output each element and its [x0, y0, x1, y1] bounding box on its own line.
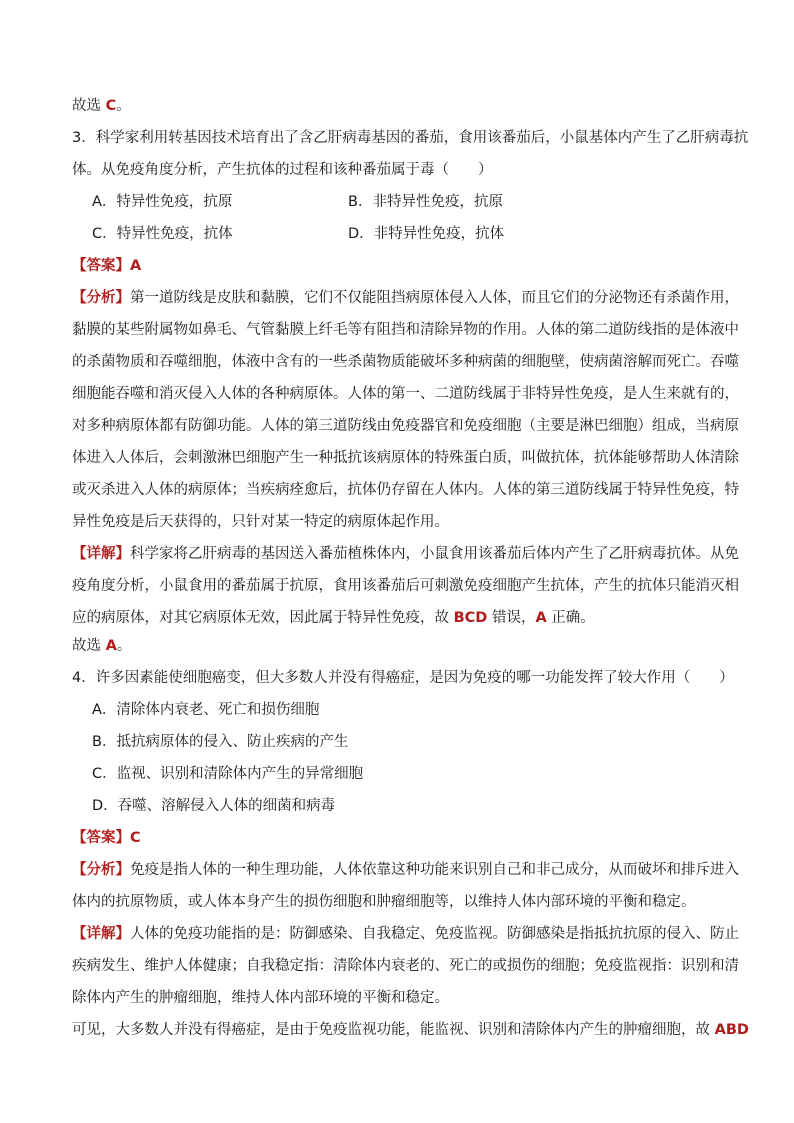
q4-number: 4．	[72, 670, 96, 686]
q4-detail-line-2: 疾病发生、维护人体健康；自我稳定指：清除体内衰老的、死亡的或损伤的细胞；免疫监视指：识别和清	[72, 958, 739, 974]
q3-option-d: D．非特异性免疫，抗体	[348, 226, 505, 242]
q4-option-c: C．监视、识别和清除体内产生的异常细胞	[92, 766, 364, 782]
q4-option-a: A．清除体内衰老、死亡和损伤细胞	[92, 702, 320, 718]
q4-detail-line-1: 【详解】人体的免疫功能指的是：防御感染、自我稳定、免疫监视。防御感染是指抵抗抗原的侵入、防止	[72, 926, 739, 942]
q3-options-row-1	[72, 192, 720, 212]
q3-answer	[72, 256, 720, 276]
q4-answer-value: C	[130, 830, 141, 846]
document-page	[72, 96, 749, 1040]
q4-option-d: D．吞噬、溶解侵入人体的细菌和病毒	[92, 798, 336, 814]
answer-tag: 【答案】	[72, 830, 130, 846]
q3-options-row-2	[72, 224, 720, 244]
q3-option-c: C．特异性免疫，抗体	[92, 226, 233, 242]
q3-detail-line-1: 【详解】科学家将乙肝病毒的基因送入番茄植株体内，小鼠食用该番茄后体内产生了乙肝病毒抗体。从免	[72, 546, 739, 562]
q4-answer	[72, 828, 720, 848]
q4-detail-line-3: 除体内产生的肿瘤细胞，维持人体内部环境的平衡和稳定。	[72, 990, 449, 1006]
q3-analysis-line-4: 细胞能吞噬和消灭侵入人体的各种病原体。人体的第一、二道防线属于非特异性免疫，是人生来就有的，	[72, 386, 739, 402]
q3-analysis-line-5: 对多种病原体都有防御功能。人体的第三道防线由免疫器官和免疫细胞（主要是淋巴细胞）组成，当病原	[72, 418, 739, 434]
detail-tag: 【详解】	[72, 926, 130, 942]
q4-final-line: 可见，大多数人并没有得癌症，是由于免疫监视功能，能监视、识别和清除体内产生的肿瘤细胞，故 ABD	[72, 1022, 749, 1038]
q4-option-b: B．抵抗病原体的侵入、防止疾病的产生	[92, 734, 349, 750]
answer-tag: 【答案】	[72, 258, 130, 274]
q4-analysis-line-1: 【分析】免疫是指人体的一种生理功能，人体依靠这种功能来识别自己和非己成分，从而破坏和排斥进入	[72, 862, 739, 878]
q3-analysis-line-3: 的杀菌物质和吞噬细胞，体液中含有的一些杀菌物质能破坏多种病菌的细胞壁，使病菌溶解而死亡。吞噬	[72, 354, 739, 370]
q3-detail-line-2: 疫角度分析，小鼠食用的番茄属于抗原，食用该番茄后可刺激免疫细胞产生抗体，产生的抗体只能消灭相	[72, 578, 739, 594]
q2-conclusion: 故选 C。	[72, 98, 131, 114]
detail-tag: 【详解】	[72, 546, 130, 562]
q3-analysis-line-2: 黏膜的某些附属物如鼻毛、气管黏膜上纤毛等有阻挡和清除异物的作用。人体的第二道防线指的是体液中	[72, 322, 739, 338]
q3-detail-line-3: 应的病原体，对其它病原体无效，因此属于特异性免疫，故 BCD 错误，A 正确。	[72, 610, 595, 626]
q3-option-a: A．特异性免疫，抗原	[92, 194, 233, 210]
q4-analysis-line-2: 体内的抗原物质，或人体本身产生的损伤细胞和肿瘤细胞等，以维持人体内部环境的平衡和稳定。	[72, 894, 696, 910]
q3-analysis-line-1: 【分析】第一道防线是皮肤和黏膜，它们不仅能阻挡病原体侵入人体，而且它们的分泌物还有杀菌作用，	[72, 290, 739, 306]
q3-answer-value: A	[130, 258, 142, 274]
q3-stem-line-1: 3．科学家利用转基因技术培育出了含乙肝病毒基因的番茄，食用该番茄后，小鼠基体内产生了乙肝病毒抗	[72, 130, 749, 146]
q4-stem: 4．许多因素能使细胞癌变，但大多数人并没有得癌症，是因为免疫的哪一功能发挥了较大作用（ ）	[72, 670, 734, 686]
q3-analysis-line-6: 体进入人体后，会刺激淋巴细胞产生一种抵抗该病原体的特殊蛋白质，叫做抗体，抗体能够帮助人体清除	[72, 450, 739, 466]
q3-stem-line-2: 体。从免疫角度分析，产生抗体的过程和该种番茄属于毒（ ）	[72, 162, 493, 178]
q3-conclusion: 故选 A。	[72, 638, 132, 654]
q3-number: 3．	[72, 130, 96, 146]
analysis-tag: 【分析】	[72, 862, 130, 878]
q3-analysis-line-7: 或灭杀进入人体的病原体；当疾病痊愈后，抗体仍存留在人体内。人体的第三道防线属于特异性免疫，特	[72, 482, 739, 498]
q2-answer: C	[105, 98, 117, 114]
q3-option-b: B．非特异性免疫，抗原	[348, 194, 503, 210]
analysis-tag: 【分析】	[72, 290, 130, 306]
q3-analysis-line-8: 异性免疫是后天获得的，只针对某一特定的病原体起作用。	[72, 514, 449, 530]
